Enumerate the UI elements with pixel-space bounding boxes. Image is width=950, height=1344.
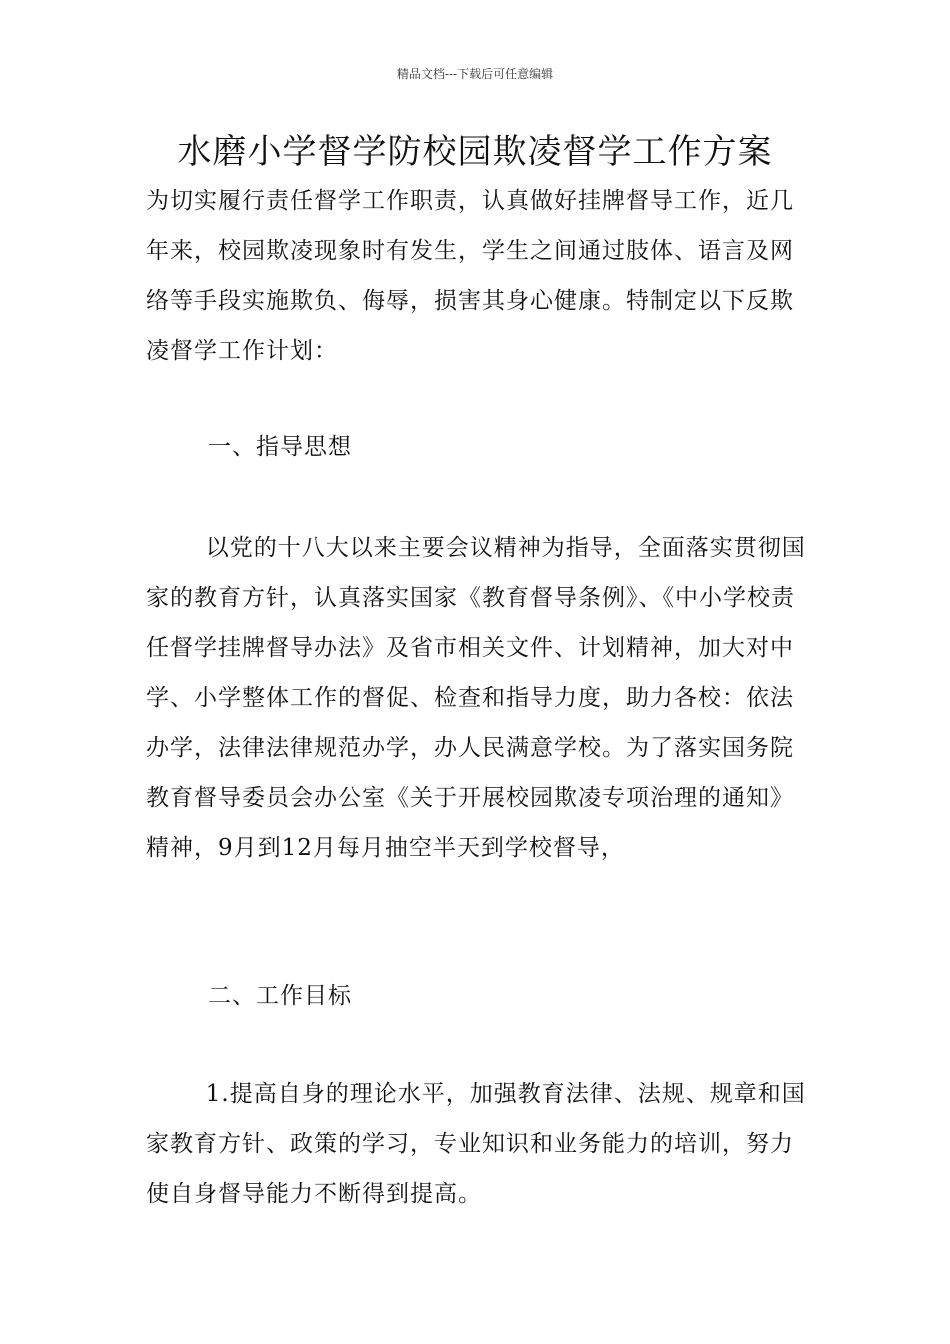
section-heading-guiding-ideology xyxy=(146,422,868,472)
section1-heading-text: 一、指导思想 xyxy=(208,434,352,460)
intro-text: 为切实履行责任督学工作职责，认真做好挂牌督导工作，近几年来，校园欺凌现象时有发生，学生之间通过肢体、语言及网络等手段实施欺负、侮辱，损害其身心健康。特制定以下反欺凌督学工作计划： xyxy=(146,188,794,364)
section1-body-text: 以党的十八大以来主要会议精神为指导，全面落实贯彻国家的教育方针，认真落实国家《教育督导条例》、《中小学校责任督学挂牌督导办法》及省市相关文件、计划精神，加大对中学、小学整体工作的督促、检查和指导力度，助力各校：依法办学，法律法律规范办学，办人民满意学校。为了落实国务院教育督导委员会办公室《关于开展校园欺凌专项治理的通知》精神，9月到12月每月抽空半天到学校督导， xyxy=(146,535,806,861)
section2-heading-text: 二、工作目标 xyxy=(208,983,352,1009)
section2-item-1 xyxy=(146,1069,806,1219)
intro-paragraph xyxy=(146,176,806,376)
section1-paragraph xyxy=(146,523,806,873)
document-title: 水磨小学督学防校园欺凌督学工作方案 xyxy=(177,132,773,172)
section2-item1-text: 1.提高自身的理论水平，加强教育法律、法规、规章和国家教育方针、政策的学习，专业知识和业务能力的培训，努力使自身督导能力不断得到提高。 xyxy=(146,1081,806,1207)
header-note: 精品文档---下载后可任意编辑 xyxy=(396,67,554,81)
section-heading-work-goals xyxy=(146,971,868,1021)
